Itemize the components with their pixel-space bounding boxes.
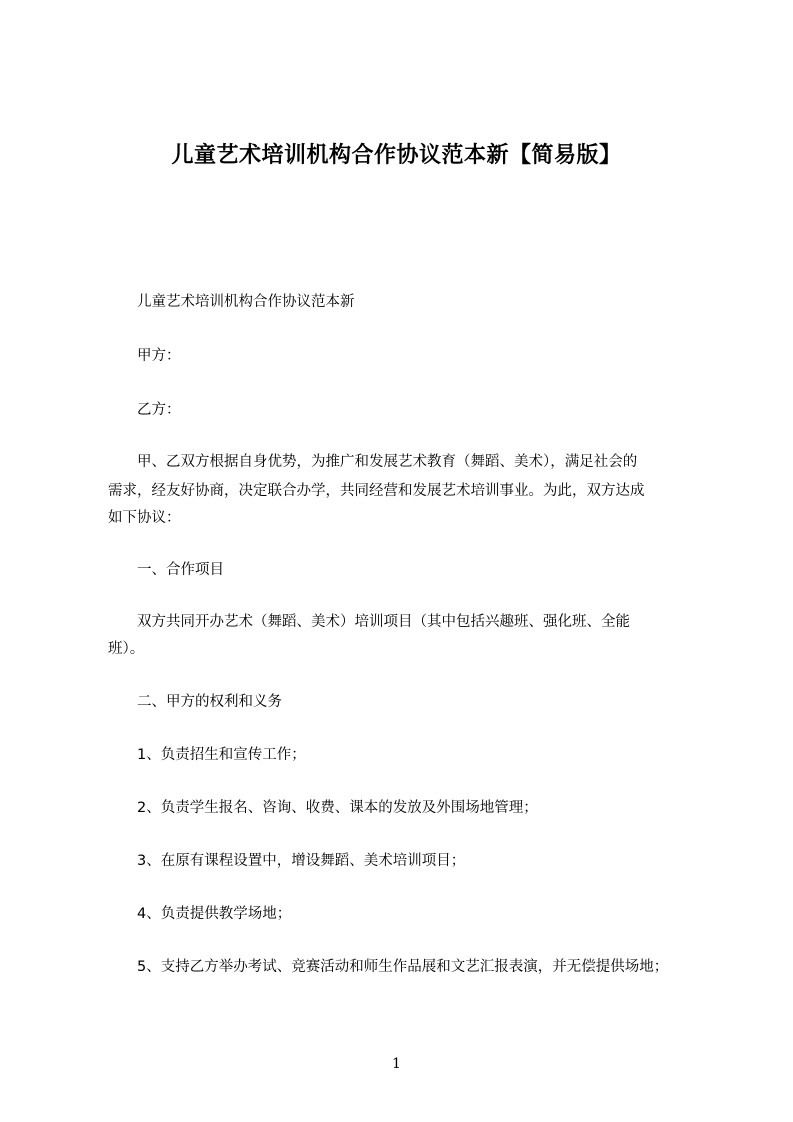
party-b-label: 乙方：: [137, 402, 181, 418]
section-1-line: 班）。: [108, 641, 145, 657]
document-title: 儿童艺术培训机构合作协议范本新【简易版】: [171, 143, 622, 168]
section-2-heading: 二、甲方的权利和义务: [137, 694, 282, 710]
party-a-label: 甲方：: [137, 348, 181, 364]
preamble-line: 如下协议：: [108, 510, 181, 526]
preamble-line: 甲、乙双方根据自身优势，为推广和发展艺术教育（舞蹈、美术），满足社会的: [137, 454, 638, 470]
page-number: 1: [392, 1056, 401, 1072]
list-item: 5、支持乙方举办考试、竞赛活动和师生作品展和文艺汇报表演，并无偿提供场地；: [137, 959, 669, 975]
section-1-line: 双方共同开办艺术（舞蹈、美术）培训项目（其中包括兴趣班、强化班、全能: [137, 614, 630, 630]
list-item: 2、负责学生报名、咨询、收费、课本的发放及外围场地管理；: [137, 800, 538, 816]
list-item: 4、负责提供教学场地；: [137, 906, 292, 922]
document-subtitle: 儿童艺术培训机构合作协议范本新: [137, 294, 355, 310]
preamble-line: 需求，经友好协商，决定联合办学，共同经营和发展艺术培训事业。为此，双方达成: [108, 483, 645, 499]
list-item: 1、负责招生和宣传工作；: [137, 747, 306, 763]
section-1-heading: 一、合作项目: [137, 562, 224, 578]
list-item: 3、在原有课程设置中，增设舞蹈、美术培训项目；: [137, 853, 466, 869]
